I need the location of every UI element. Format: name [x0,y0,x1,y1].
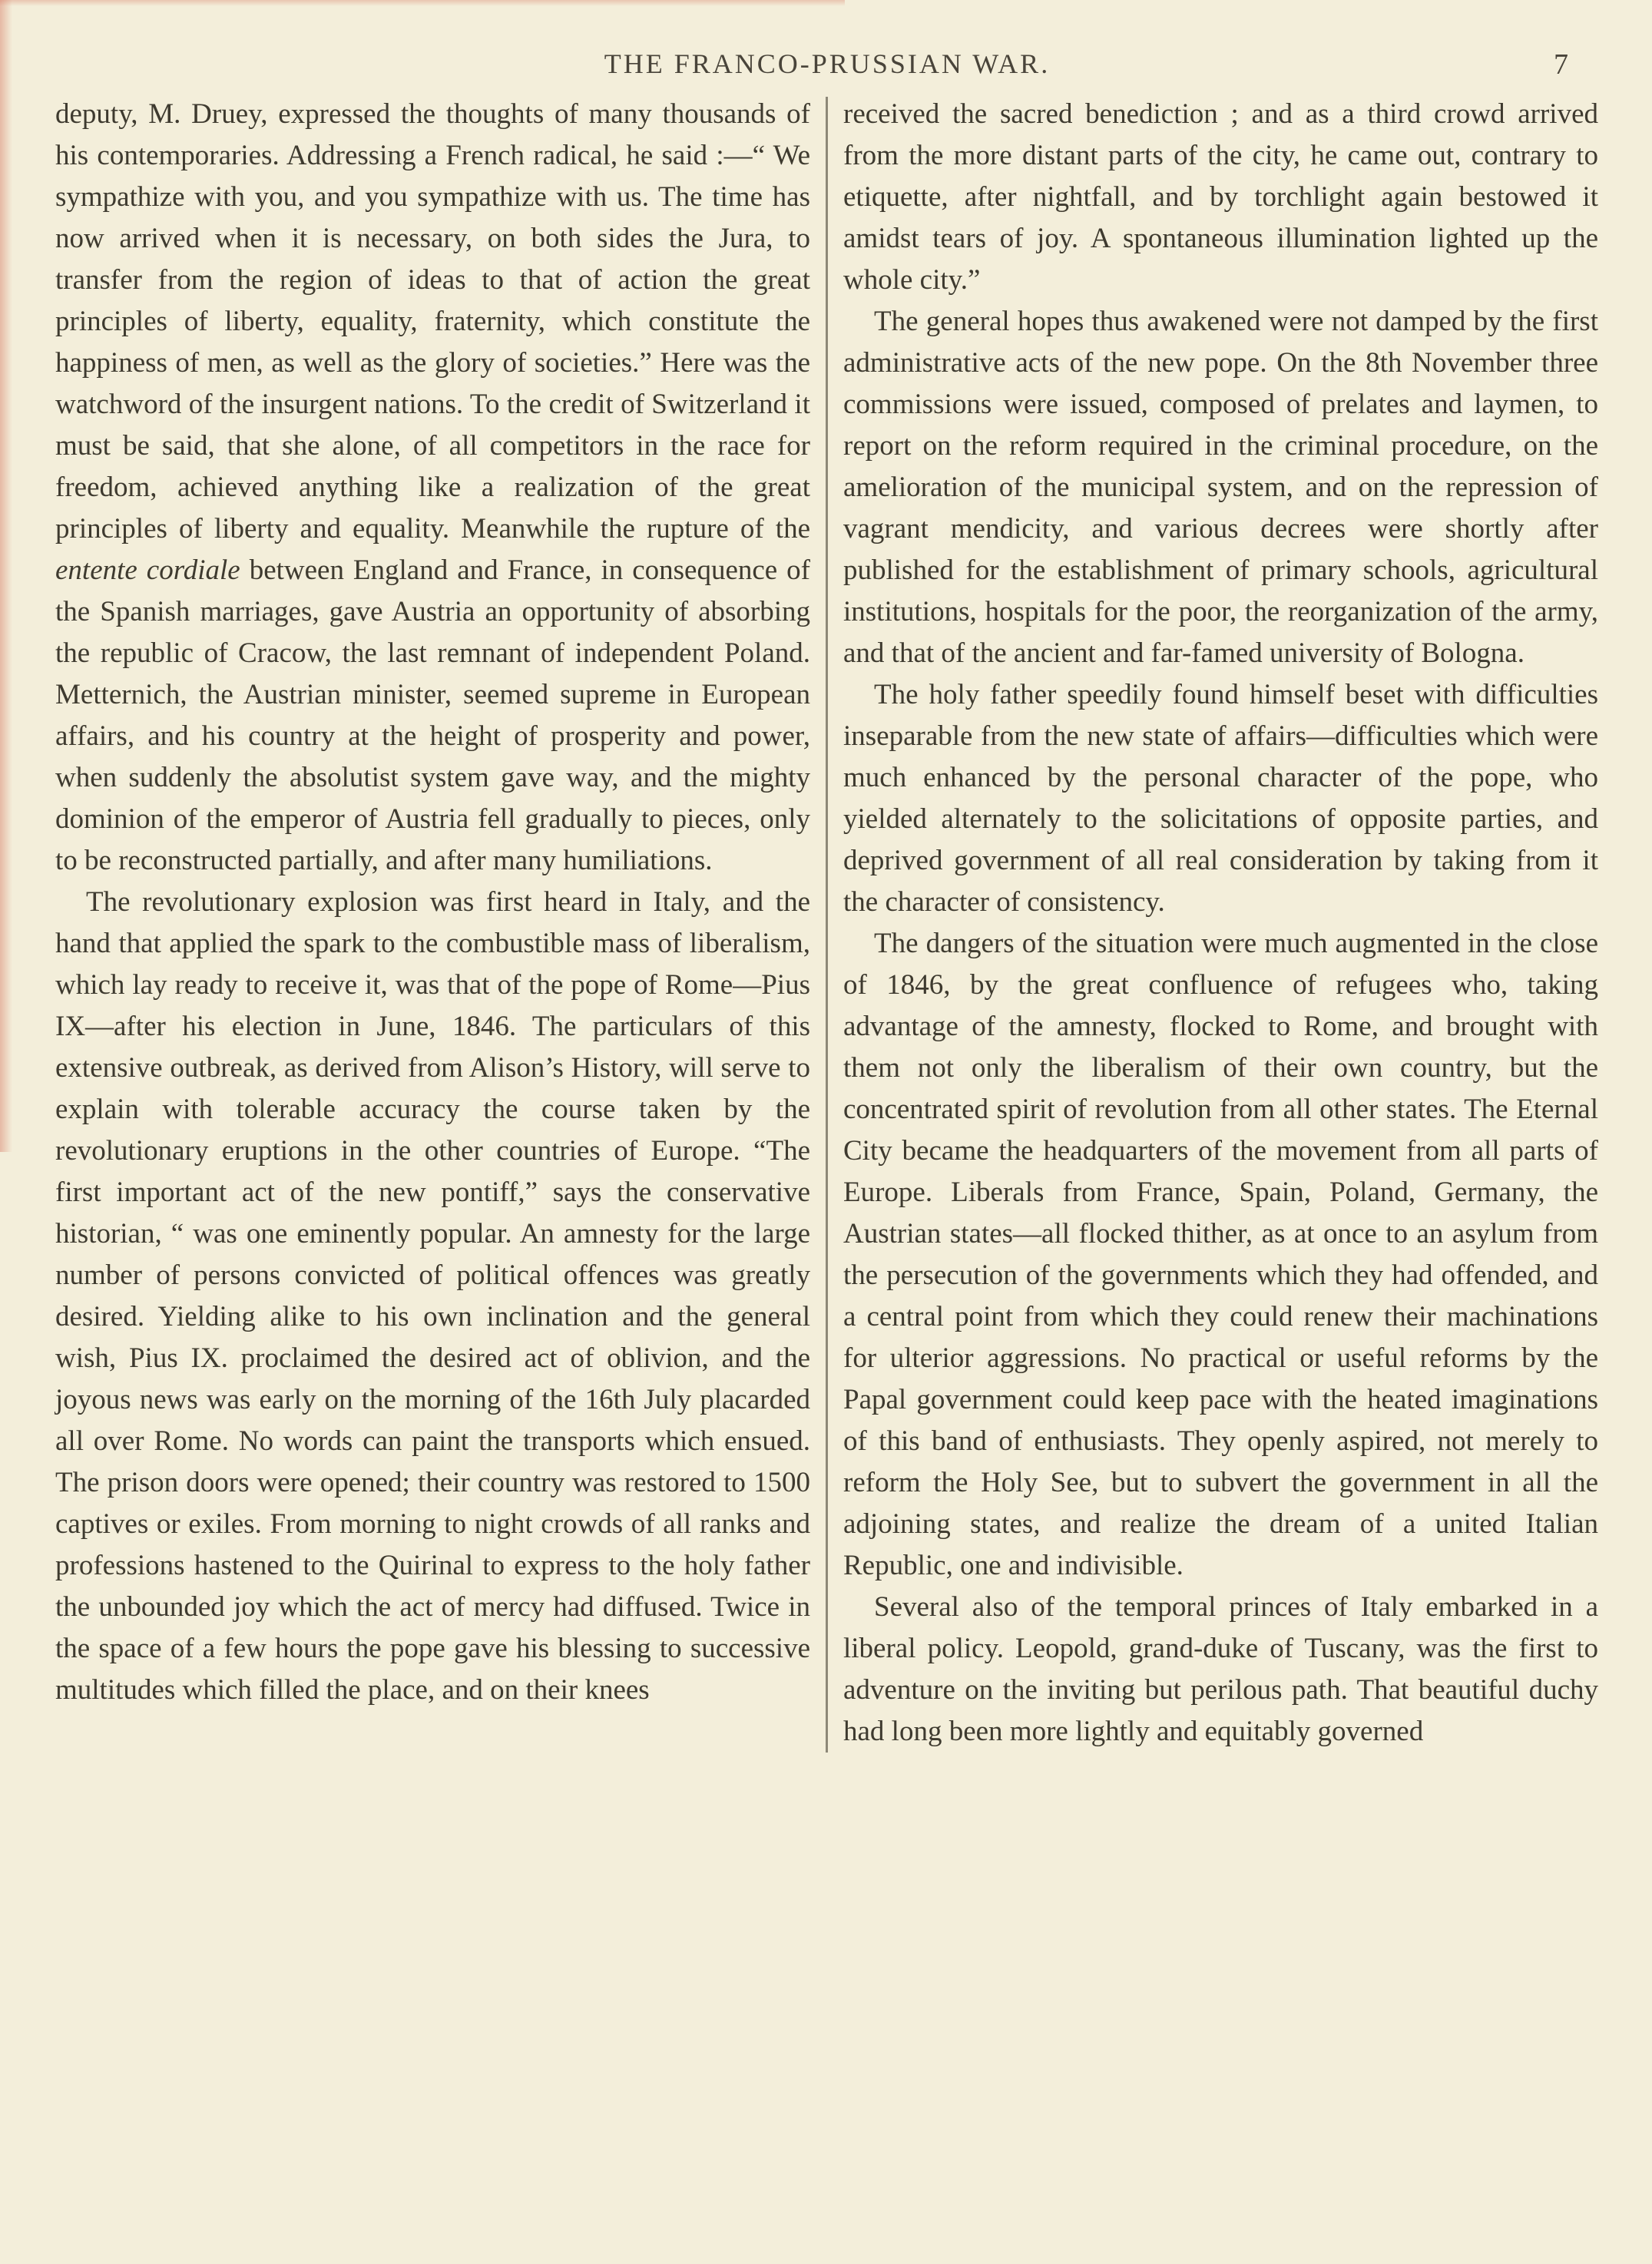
text-body [55,94,1599,1753]
paragraph [55,94,810,882]
paragraph: Several also of the temporal princes of Italy embarked in a liberal policy. Leopold, grand-duke of Tuscany, was the first to adventure on the inviting but perilous path. That beautiful duchy had long been more lightly and equitably governed [843,1591,1598,1747]
page-number: 7 [1554,48,1568,81]
italic-phrase: entente cordiale [55,554,240,586]
scan-edge-tint-top [0,0,845,6]
paragraph: The general hopes thus awakened were not damped by the first administrative acts of the new pope. On the 8th November three commissions were issued, composed of prelates and laymen, to report on the reform required in the criminal procedure, on the amelioration of the municipal system, and on the repression of vagrant mendicity, and various decrees were shortly after published for the establishment of primary schools, agricultural institutions, hospitals for the poor, the reorganization of the army, and that of the ancient and far-famed university of Bologna. [843,306,1598,669]
right-column [843,94,1598,1753]
left-column [55,94,810,1753]
paragraph: The revolutionary explosion was first heard in Italy, and the hand that applied the spark to the combustible mass of liberalism, which lay ready to receive it, was that of the pope of Rome—Pius IX—after his election in June, 1846. The particulars of this extensive outbreak, as derived from Alison’s History, will serve to explain with tolerable accuracy the course taken by the revolutionary eruptions in the other countries of Europe. “The first important act of the new pontiff,” says the conservative historian, “ was one eminently popular. An amnesty for the large number of persons convicted of political offences was greatly desired. Yielding alike to his own inclination and the general wish, Pius IX. proclaimed the desired act of oblivion, and the joyous news was early on the morning of the 16th July placarded all over Rome. No words can paint the transports which ensued. The prison doors were opened; their country was restored to 1500 captives or exiles. From morning to night crowds of all ranks and professions hastened to the Quirinal to express to the holy father the unbounded joy which the act of mercy had diffused. Twice in the space of a few hours the pope gave his blessing to successive multitudes which filled the place, and on their knees [55,886,810,1706]
running-title: THE FRANCO-PRUSSIAN WAR. [604,48,1051,79]
paragraph-text: deputy, M. Druey, expressed the thoughts of many thousands of his contemporaries. Addressing a French radical, he said :—“ We sympathize with you, and you sympathize with us. The time has now arrived when it is necessary, on both sides the Jura, to transfer from the region of ideas to that of action the great principles of liberty, equality, fraternity, which constitute the happiness of men, as well as the glory of societies.” Here was the watchword of the insurgent nations. To the credit of Switzerland it must be said, that she alone, of all competitors in the race for freedom, achieved anything like a realization of the great principles of liberty and equality. Meanwhile the rupture of the [55,98,810,544]
paragraph: received the sacred benediction ; and as a third crowd arrived from the more distant parts of the city, he came out, contrary to etiquette, after nightfall, and by torchlight again bestowed it amidst tears of joy. A spontaneous illumination lighted up the whole city.” [843,98,1598,296]
column-divider [826,97,828,1753]
paragraph: The holy father speedily found himself beset with difficulties inseparable from the new state of affairs—difficulties which were much enhanced by the personal character of the pope, who yielded alternately to the solicitations of opposite parties, and deprived government of all real consideration by taking from it the character of consistency. [843,679,1598,918]
paragraph-text: between England and France, in consequence of the Spanish marriages, gave Austria an opportunity of absorbing the republic of Cracow, the last remnant of independent Poland. Metternich, the Austrian minister, seemed supreme in European affairs, and his country at the height of prosperity and power, when suddenly the absolutist system gave way, and the mighty dominion of the emperor of Austria fell gradually to pieces, only to be reconstructed partially, and after many humiliations. [55,554,810,876]
paragraph: The dangers of the situation were much augmented in the close of 1846, by the great confluence of refugees who, taking advantage of the amnesty, flocked to Rome, and brought with them not only the liberalism of their own country, but the concentrated spirit of revolution from all other states. The Eternal City became the headquarters of the movement from all parts of Europe. Liberals from France, Spain, Poland, Germany, the Austrian states—all flocked thither, as at once to an asylum from the persecution of the governments which they had offended, and a central point from which they could renew their machinations for ulterior aggressions. No practical or useful reforms by the Papal government could keep pace with the heated imaginations of this band of enthusiasts. They openly aspired, not merely to reform the Holy See, but to subvert the government in all the adjoining states, and realize the dream of a united Italian Republic, one and indivisible. [843,928,1598,1581]
scan-edge-tint-left [0,0,12,1152]
running-head [55,48,1599,83]
